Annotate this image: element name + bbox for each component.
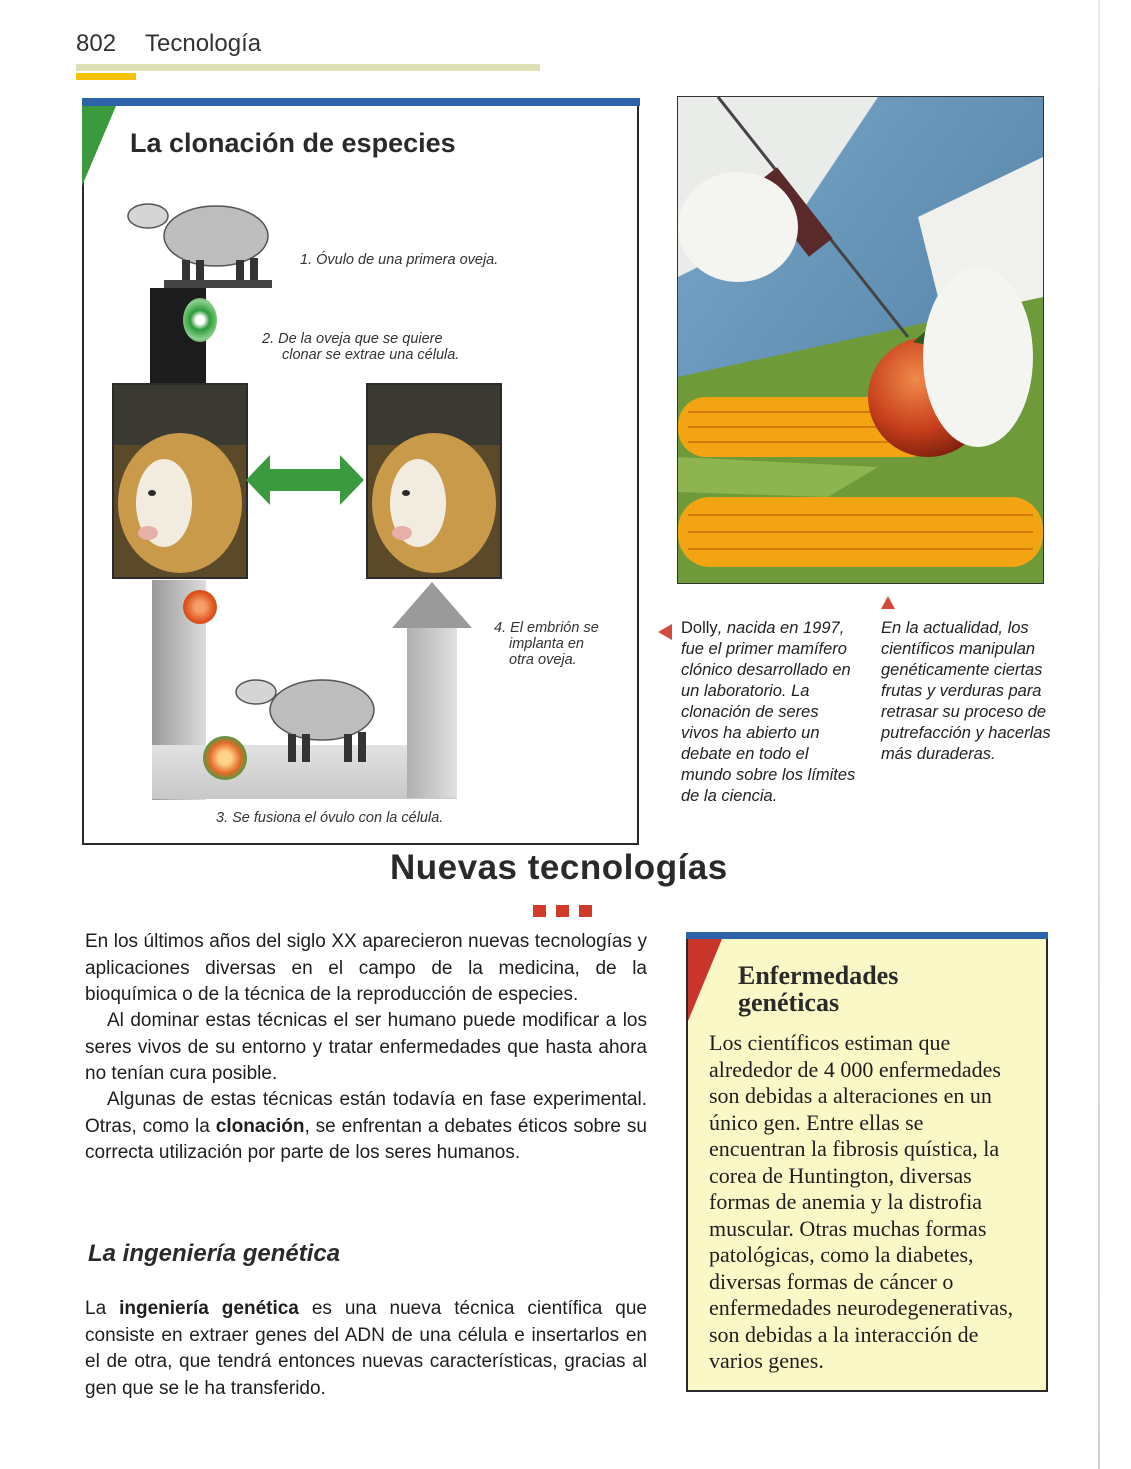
step-4-line-3: otra oveja. xyxy=(509,652,577,668)
step-2-caption xyxy=(262,331,459,363)
donor-cell-icon xyxy=(183,298,217,342)
dolly-name: Dolly xyxy=(681,619,718,637)
double-arrow-icon xyxy=(246,455,364,505)
dolly-caption xyxy=(681,618,856,807)
paragraph-3 xyxy=(85,1087,647,1167)
fused-cell-icon xyxy=(203,736,247,780)
paragraph-4-part-a: La xyxy=(85,1298,120,1319)
step-2-line-2: clonar se extrae una célula. xyxy=(282,347,460,363)
page-edge xyxy=(1098,0,1100,1469)
subheading-genetic-engineering: La ingeniería genética xyxy=(88,1240,341,1267)
paragraph-4 xyxy=(85,1296,647,1402)
section-title: Tecnología xyxy=(145,30,262,57)
page-number: 802 xyxy=(76,30,117,57)
step-1-caption: 1. Óvulo de una primera oveja. xyxy=(300,252,499,268)
genetic-manipulation-photo xyxy=(677,96,1044,584)
dolly-caption-text: , nacida en 1997, fue el primer mamífero clónico desarrollado en un laboratorio. La clonación de seres vivos ha abierto un debate en todo el mundo sobre los límites de la ciencia. xyxy=(681,619,856,805)
title-ornament-square xyxy=(556,905,569,917)
header-rule xyxy=(76,64,540,71)
up-pointer-icon xyxy=(881,596,895,609)
dolly-photo-right xyxy=(366,383,502,579)
paragraph-3-part-b: , se enfrentan a debates éticos sobre su correcta utilización por parte de los seres humanos. xyxy=(85,1115,647,1163)
paragraph-1: En los últimos años del siglo XX aparecieron nuevas tecnologías y aplicaciones diversas en el campo de la medicina, de la bioquímica o de la técnica de la reproducción de especies. xyxy=(85,931,647,1005)
paragraph-3-part-a: Algunas de estas técnicas están todavía en fase experimental. Otras, como la xyxy=(85,1089,647,1137)
step-2-line-1: 2. De la oveja que se quiere xyxy=(262,331,443,347)
paragraph-4-part-b: es una nueva técnica científica que consiste en extraer genes del ADN de una célula e insertarlos en el de otra, que tendrá entonces nuevas características, gracias al gen que se le ha transferido. xyxy=(85,1298,647,1399)
ovum-icon xyxy=(183,590,217,624)
title-ornament-square xyxy=(579,905,592,917)
genetic-box-top-bar xyxy=(686,932,1048,939)
photo-caption: En la actualidad, los científicos manipulan genéticamente ciertas frutas y verduras para retrasar su proceso de putrefacción y hacerlas más duraderas. xyxy=(881,619,1051,763)
main-title: Nuevas tecnologías xyxy=(390,848,728,887)
sheep-illustration-top xyxy=(124,192,274,290)
keyword-ingenieria-genetica: ingeniería genética xyxy=(119,1298,299,1319)
sheep-illustration-bottom xyxy=(232,670,380,766)
diagram-grey-column-right xyxy=(407,628,457,798)
header-accent-bar xyxy=(76,73,136,80)
dolly-photo-left xyxy=(112,383,248,579)
cloning-box-corner-accent xyxy=(82,106,116,186)
step-4-line-1: 4. El embrión se xyxy=(494,620,599,636)
genetic-box-title: Enfermedades genéticas xyxy=(738,961,899,1017)
paragraph-2: Al dominar estas técnicas el ser humano puede modificar a los seres vivos de su entorno y tratar enfermedades que hasta ahora no tenían cura posible. xyxy=(85,1010,647,1084)
step-3-caption: 3. Se fusiona el óvulo con la célula. xyxy=(216,810,444,826)
cloning-box-title: La clonación de especies xyxy=(130,128,456,158)
title-ornament-square xyxy=(533,905,546,917)
keyword-clonacion: clonación xyxy=(215,1115,305,1137)
left-pointer-icon xyxy=(658,624,672,640)
step-4-line-2: implanta en xyxy=(509,636,584,652)
up-arrow-icon xyxy=(392,582,472,628)
cloning-box-top-bar xyxy=(82,98,640,106)
genetic-box-body: Los científicos estiman que alrededor de 4 000 enfermedades son debidas a alteraciones en un único gen. Entre ellas se encuentran la fibrosis quística, la corea de Huntington, diversas formas de anemia y la distrofia muscular. Otras muchas formas patológicas, como la diabetes, diversas formas de cáncer o enfermedades neurodegenerativas, son debidas a la interacción de varios genes. xyxy=(709,1030,1014,1373)
genetic-box-corner-accent xyxy=(688,939,722,1021)
step-4-caption xyxy=(494,620,599,668)
